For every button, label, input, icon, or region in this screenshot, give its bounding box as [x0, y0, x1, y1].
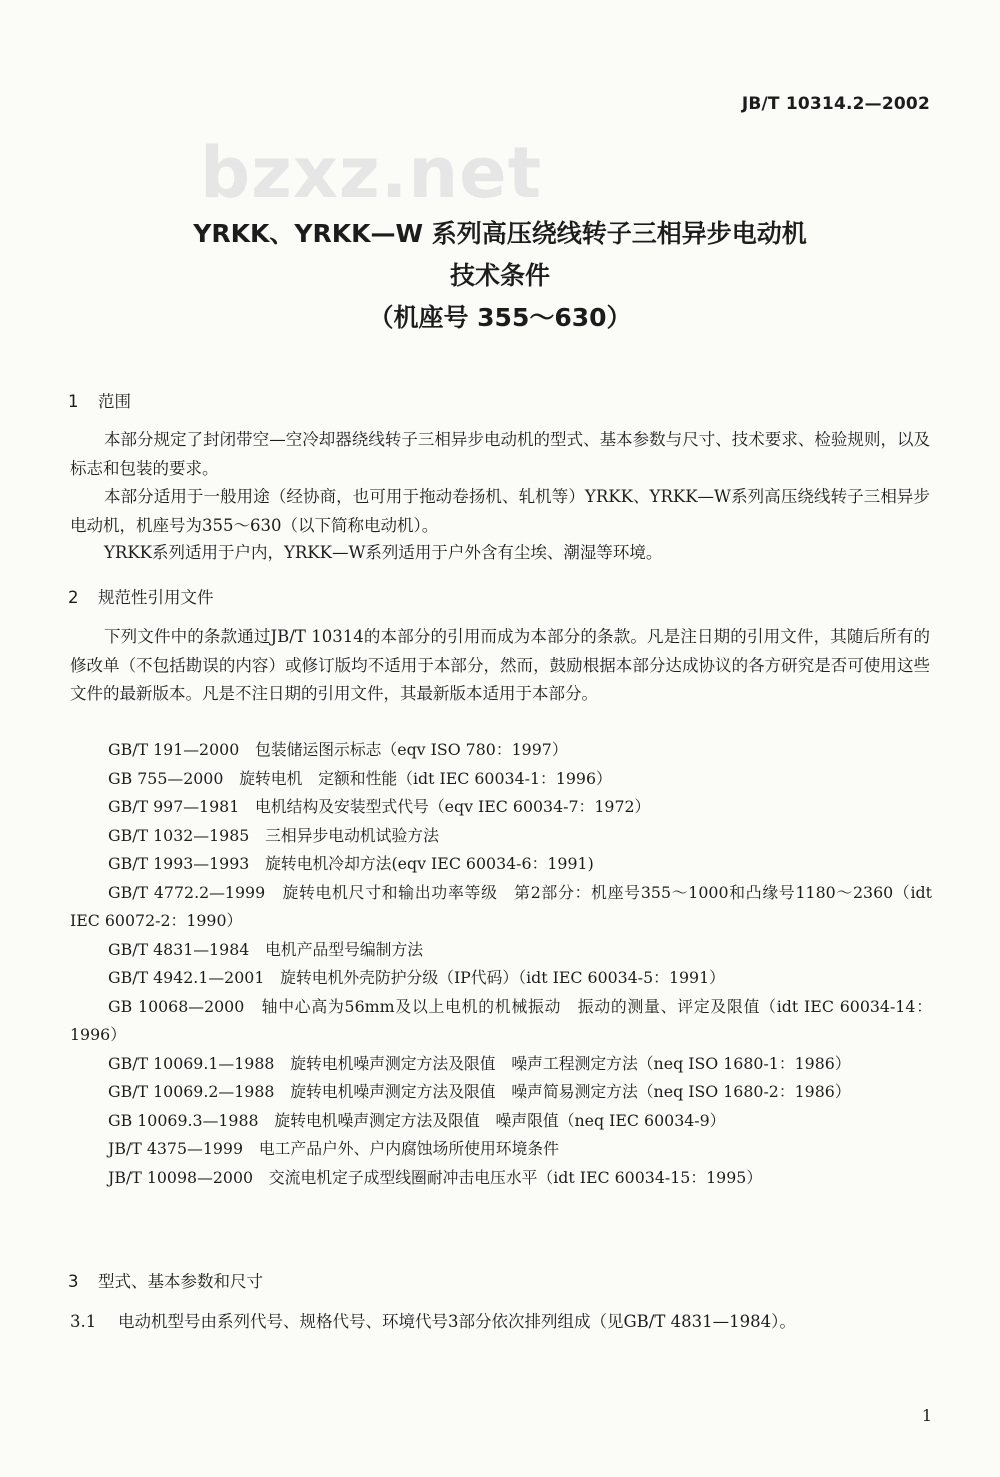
section-1-heading [68, 388, 131, 412]
paragraph: 本部分适用于一般用途（经协商，也可用于拖动卷扬机、轧机等）YRKK、YRKK—W系列高压绕线转子三相异步电动机，机座号为355～630（以下简称电动机）。 [70, 487, 930, 535]
title-line-2: 技术条件 [449, 261, 550, 290]
section-title: 范围 [98, 392, 131, 411]
reference-item: JB/T 4375—1999 电工产品户外、户内腐蚀场所使用环境条件 [108, 1139, 559, 1158]
paragraph: 本部分规定了封闭带空—空冷却器绕线转子三相异步电动机的型式、基本参数与尺寸、技术要求、检验规则，以及标志和包装的要求。 [70, 430, 930, 478]
standard-code: JB/T 10314.2—2002 [741, 94, 930, 114]
reference-item: GB/T 4831—1984 电机产品型号编制方法 [108, 939, 424, 959]
section-number: 2 [68, 588, 79, 607]
reference-item: GB/T 10069.1—1988 旋转电机噪声测定方法及限值 噪声工程测定方法（neq ISO 1680-1：1986） [108, 1053, 851, 1073]
watermark: bzxz.net [200, 132, 543, 214]
reference-item: GB/T 1032—1985 三相异步电动机试验方法 [108, 825, 439, 845]
paragraph: YRKK系列适用于户内，YRKK—W系列适用于户外含有尘埃、潮湿等环境。 [104, 543, 663, 562]
clause-number: 3.1 [70, 1312, 97, 1331]
section-number: 1 [68, 392, 79, 411]
clause-text: 电动机型号由系列代号、规格代号、环境代号3部分依次排列组成（见GB/T 4831—1984）。 [118, 1312, 796, 1331]
section-number: 3 [68, 1272, 79, 1291]
section-title: 型式、基本参数和尺寸 [98, 1272, 263, 1291]
reference-item: JB/T 10098—2000 交流电机定子成型线圈耐冲击电压水平（idt IEC 60034-15：1995） [108, 1167, 763, 1187]
reference-item: GB/T 4772.2—1999 旋转电机尺寸和输出功率等级 第2部分：机座号355～1000和凸缘号1180～2360（idt IEC 60072-2：1990） [70, 882, 932, 930]
page-number: 1 [921, 1406, 932, 1425]
title-line-3: （机座号 355～630） [368, 303, 632, 332]
reference-list [70, 736, 932, 1192]
reference-item: GB/T 1993—1993 旋转电机冷却方法(eqv IEC 60034-6：1991) [108, 854, 594, 873]
reference-item: GB/T 4942.1—2001 旋转电机外壳防护分级（IP代码）（idt IEC 60034-5：1991） [108, 968, 725, 987]
reference-item: GB/T 10069.2—1988 旋转电机噪声测定方法及限值 噪声简易测定方法（neq ISO 1680-2：1986） [108, 1082, 851, 1101]
section-2-heading [68, 584, 214, 608]
clause-3-1 [70, 1308, 796, 1332]
reference-item: GB 10068—2000 轴中心高为56mm及以上电机的机械振动 振动的测量、评定及限值（idt IEC 60034-14：1996） [70, 996, 932, 1044]
reference-item: GB/T 997—1981 电机结构及安装型式代号（eqv IEC 60034-7：1972） [108, 797, 651, 816]
reference-item: GB/T 191—2000 包装储运图示标志（eqv ISO 780：1997） [108, 740, 568, 759]
reference-item: GB 755—2000 旋转电机 定额和性能（idt IEC 60034-1：1996） [108, 768, 612, 788]
section-3-heading [68, 1268, 263, 1292]
paragraph: 下列文件中的条款通过JB/T 10314的本部分的引用而成为本部分的条款。凡是注日期的引用文件，其随后所有的修改单（不包括勘误的内容）或修订版均不适用于本部分，然而，鼓励根据本部分达成协议的各方研究是否可使用这些文件的最新版本。凡是不注日期的引用文件，其最新版本适用于本部分。 [70, 627, 930, 703]
section-title: 规范性引用文件 [98, 588, 214, 607]
title-line-1: YRKK、YRKK—W 系列高压绕线转子三相异步电动机 [193, 219, 807, 248]
reference-item: GB 10069.3—1988 旋转电机噪声测定方法及限值 噪声限值（neq IEC 60034-9） [108, 1110, 726, 1130]
